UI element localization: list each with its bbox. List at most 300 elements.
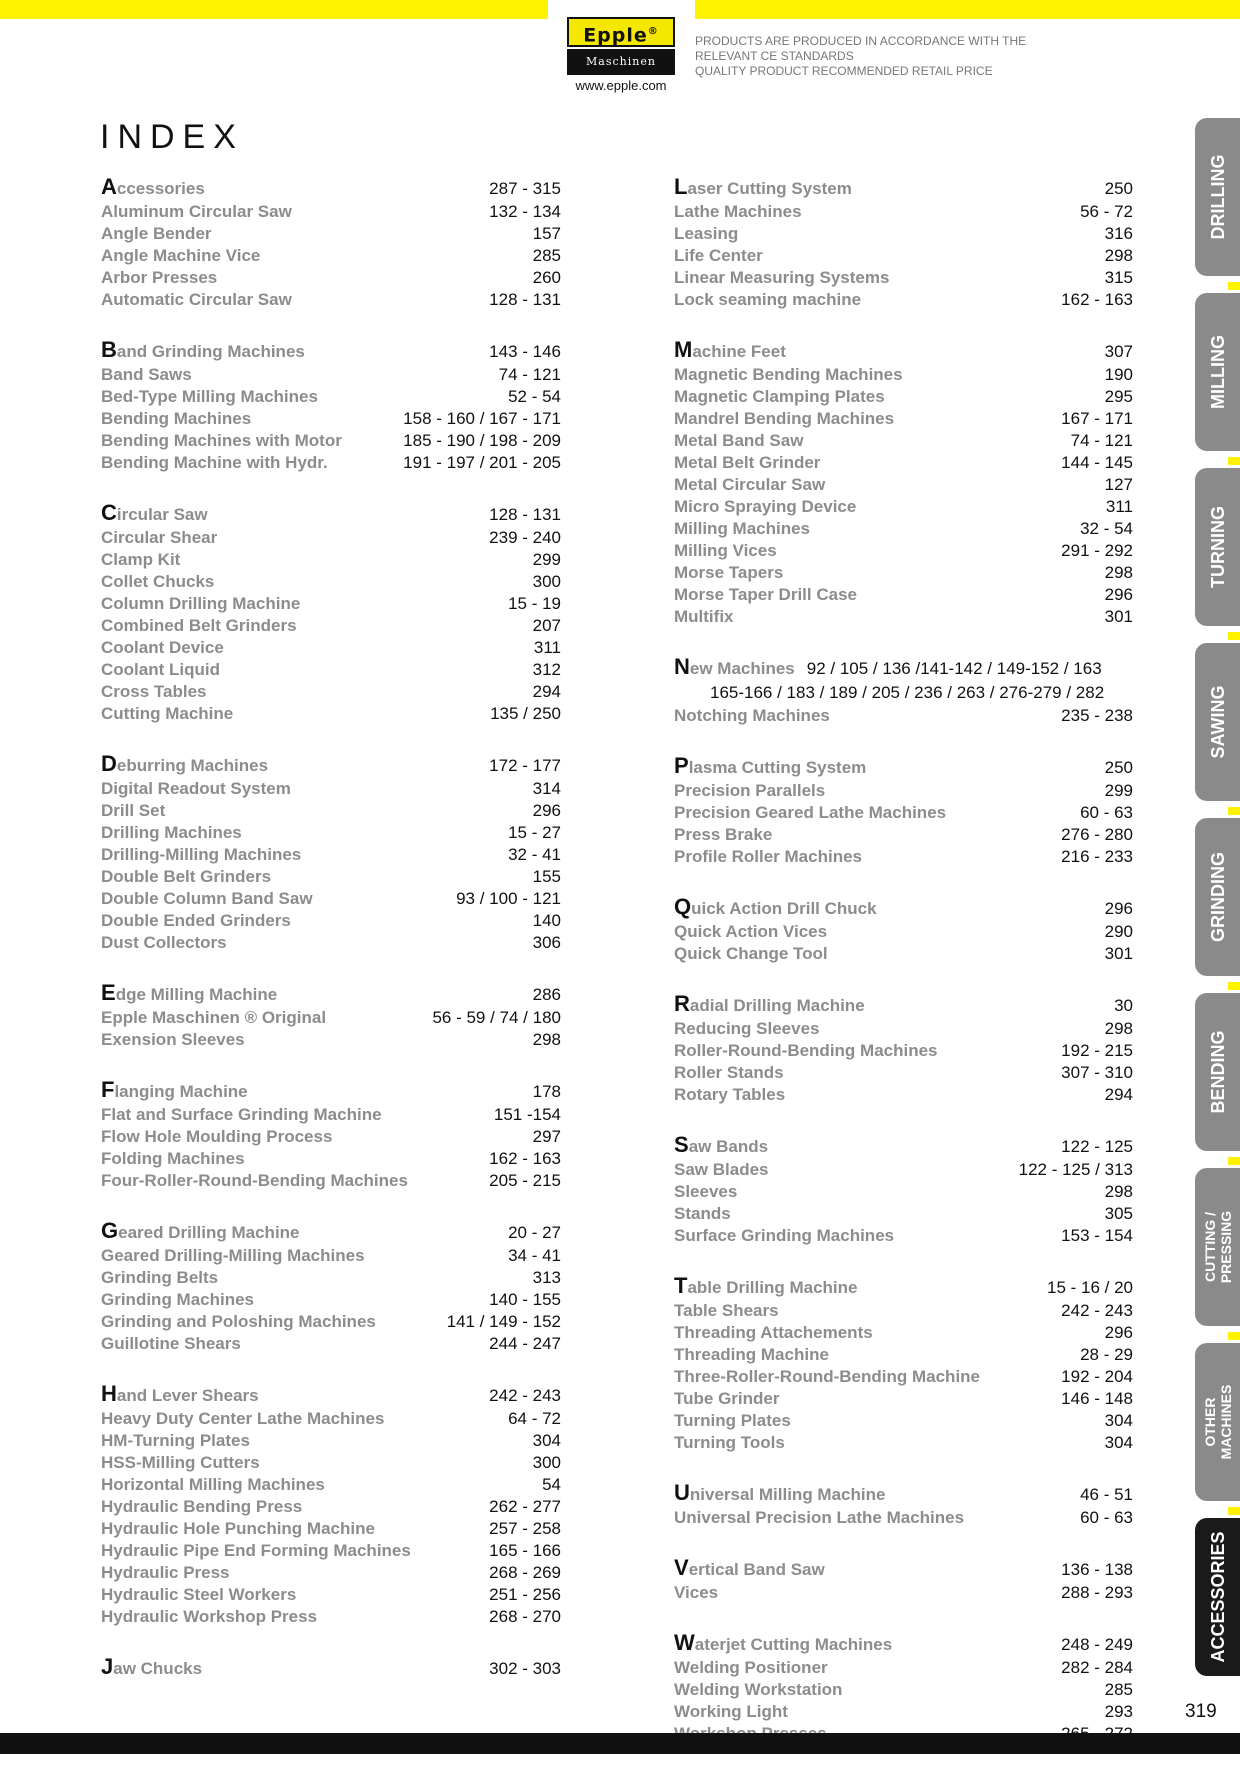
entry-name: Hydraulic Hole Punching Machine (101, 1519, 375, 1538)
entry-pages: 244 - 247 (489, 1334, 561, 1353)
index-entry[interactable] (674, 474, 1133, 496)
entry-name-rest: uick Action Drill Chuck (691, 899, 877, 918)
index-entry[interactable] (674, 1084, 1133, 1106)
index-entry[interactable] (101, 615, 561, 637)
entry-initial: J (101, 1654, 114, 1679)
index-entry[interactable] (674, 894, 1133, 921)
index-column-right (674, 174, 1133, 1771)
index-entry[interactable] (101, 549, 561, 571)
index-entry[interactable] (101, 289, 561, 311)
entry-pages: 122 - 125 (1061, 1137, 1133, 1156)
index-entry[interactable] (101, 1170, 561, 1192)
tab-label (1207, 154, 1228, 240)
index-entry[interactable] (674, 1203, 1133, 1225)
entry-pages: 158 - 160 / 167 - 171 (403, 409, 561, 428)
entry-pages: 178 (532, 1082, 561, 1101)
index-entry[interactable] (674, 174, 1133, 201)
index-group (674, 1630, 1133, 1745)
entry-pages: 135 / 250 (490, 704, 561, 723)
entry-name: Roller Stands (674, 1063, 784, 1082)
index-entry[interactable] (101, 637, 561, 659)
index-entry[interactable] (674, 753, 1133, 780)
entry-name: Flat and Surface Grinding Machine (101, 1105, 382, 1124)
entry-name: Coolant Device (101, 638, 224, 657)
index-entry[interactable] (674, 1630, 1133, 1657)
index-group (674, 654, 1133, 727)
index-entry[interactable] (674, 245, 1133, 267)
index-entry[interactable] (101, 1518, 561, 1540)
index-entry[interactable] (674, 223, 1133, 245)
entry-initial: T (674, 1273, 688, 1298)
entry-pages: 299 (1104, 781, 1133, 800)
index-entry[interactable] (101, 364, 561, 386)
index-entry[interactable] (674, 1322, 1133, 1344)
index-entry[interactable] (101, 1289, 561, 1311)
index-entry[interactable] (101, 500, 561, 527)
entry-name: Heavy Duty Center Lathe Machines (101, 1409, 385, 1428)
entry-initial: B (101, 337, 117, 362)
entry-pages: 15 - 19 (508, 594, 561, 613)
index-entry[interactable] (674, 921, 1133, 943)
entry-pages: 316 (1104, 224, 1133, 243)
entry-name: Coolant Liquid (101, 660, 220, 679)
index-entry[interactable] (101, 245, 561, 267)
index-entry[interactable] (674, 518, 1133, 540)
index-entry[interactable] (101, 1311, 561, 1333)
entry-pages: 30 (1114, 996, 1133, 1015)
index-entry[interactable] (101, 681, 561, 703)
entry-pages: 297 (532, 1127, 561, 1146)
entry-initial: F (101, 1077, 115, 1102)
entry-name-rest: lasma Cutting System (688, 758, 867, 777)
entry-name: Hydraulic Pipe End Forming Machines (101, 1541, 411, 1560)
index-entry[interactable] (101, 800, 561, 822)
index-entry[interactable] (674, 780, 1133, 802)
entry-pages: 268 - 270 (489, 1607, 561, 1626)
tab-bending[interactable] (1195, 993, 1240, 1151)
entry-name-rest: ccessories (116, 179, 205, 198)
entry-pages: 248 - 249 (1061, 1635, 1133, 1654)
index-group (101, 1654, 561, 1681)
index-entry[interactable] (101, 1077, 561, 1104)
entry-pages: 167 - 171 (1061, 409, 1133, 428)
entry-name: Table Shears (674, 1301, 779, 1320)
index-entry[interactable] (101, 1245, 561, 1267)
entry-name: Morse Taper Drill Case (674, 585, 857, 604)
entry-name: Morse Tapers (674, 563, 784, 582)
entry-name: Dust Collectors (101, 933, 227, 952)
top-yellow-bar-right (695, 0, 1240, 19)
entry-name: HSS-Milling Cutters (101, 1453, 260, 1472)
index-entry[interactable] (674, 1388, 1133, 1410)
index-entry[interactable] (101, 408, 561, 430)
index-entry[interactable] (674, 705, 1133, 727)
entry-name: Angle Bender (101, 224, 212, 243)
index-entry[interactable] (674, 201, 1133, 223)
index-entry[interactable] (674, 1657, 1133, 1679)
epple-logo (565, 15, 677, 98)
tab-accent (1228, 632, 1240, 640)
index-entry[interactable] (674, 1344, 1133, 1366)
entry-initial: D (101, 751, 117, 776)
entry-name: Bending Machines (101, 409, 252, 428)
tab-label (1207, 1531, 1228, 1663)
index-entry[interactable] (101, 1496, 561, 1518)
index-entry[interactable] (674, 452, 1133, 474)
entry-pages: 162 - 163 (1061, 290, 1133, 309)
entry-pages: 293 (1104, 1702, 1133, 1721)
entry-name: Roller-Round-Bending Machines (674, 1041, 938, 1060)
tab-accent (1228, 1507, 1240, 1515)
index-entry[interactable] (674, 408, 1133, 430)
entry-name: Band Saws (101, 365, 192, 384)
index-entry[interactable] (101, 778, 561, 800)
index-entry[interactable] (674, 802, 1133, 824)
index-entry[interactable] (101, 430, 561, 452)
entry-pages: 46 - 51 (1080, 1485, 1133, 1504)
index-entry[interactable] (674, 654, 1133, 681)
entry-pages: 56 - 72 (1080, 202, 1133, 221)
entry-name: Tube Grinder (674, 1389, 780, 1408)
entry-name: Threading Machine (674, 1345, 829, 1364)
index-entry[interactable] (674, 1679, 1133, 1701)
index-entry[interactable] (101, 452, 561, 474)
tab-label-line: MILLING (1207, 335, 1228, 409)
tab-label-line: PRESSING (1217, 1210, 1234, 1284)
entry-pages: 242 - 243 (1061, 1301, 1133, 1320)
entry-name: Leasing (674, 224, 739, 243)
index-entry[interactable] (101, 703, 561, 725)
entry-initial: C (101, 500, 117, 525)
entry-pages: 140 (532, 911, 561, 930)
tab-label-line: DRILLING (1207, 154, 1228, 240)
entry-name: Double Ended Grinders (101, 911, 291, 930)
entry-name: Cross Tables (101, 682, 207, 701)
entry-pages: 32 - 54 (1080, 519, 1133, 538)
entry-pages-continued: 165-166 / 183 / 189 / 205 / 236 / 263 / 276-279 / 282 (710, 683, 1105, 702)
index-entry[interactable] (101, 337, 561, 364)
index-group (101, 980, 561, 1051)
index-entry[interactable] (674, 1366, 1133, 1388)
entry-pages: 207 (532, 616, 561, 635)
ce-notice (695, 34, 1026, 79)
entry-name: Four-Roller-Round-Bending Machines (101, 1171, 408, 1190)
entry-pages: 305 (1104, 1204, 1133, 1223)
entry-name: Bending Machine with Hydr. (101, 453, 328, 472)
entry-pages: 192 - 215 (1061, 1041, 1133, 1060)
entry-pages: 296 (1104, 585, 1133, 604)
index-entry[interactable] (101, 866, 561, 888)
index-entry[interactable] (101, 751, 561, 778)
entry-name: Metal Circular Saw (674, 475, 826, 494)
index-group (101, 751, 561, 954)
entry-name: Epple Maschinen ® Original (101, 1008, 327, 1027)
index-entry[interactable] (674, 1159, 1133, 1181)
entry-initial: W (674, 1630, 695, 1655)
entry-name: Quick Action Vices (674, 922, 828, 941)
index-entry[interactable] (674, 1062, 1133, 1084)
entry-name (674, 1555, 825, 1582)
entry-pages: 235 - 238 (1061, 706, 1133, 725)
index-entry[interactable] (101, 1126, 561, 1148)
index-entry[interactable] (101, 822, 561, 844)
entry-name-rest: aterjet Cutting Machines (694, 1635, 893, 1654)
entry-pages: 314 (532, 779, 561, 798)
entry-name: Combined Belt Grinders (101, 616, 297, 635)
entry-pages: 296 (1104, 899, 1133, 918)
index-entry[interactable] (674, 562, 1133, 584)
index-entry[interactable] (101, 593, 561, 615)
index-group (674, 1132, 1133, 1247)
index-entry[interactable] (101, 527, 561, 549)
entry-pages: 300 (532, 572, 561, 591)
index-entry[interactable] (101, 1267, 561, 1289)
entry-name: Hydraulic Bending Press (101, 1497, 303, 1516)
index-entry[interactable] (101, 888, 561, 910)
index-entry[interactable] (101, 1584, 561, 1606)
entry-name (674, 1480, 885, 1507)
index-entry[interactable] (674, 1555, 1133, 1582)
index-entry[interactable] (101, 1007, 561, 1029)
index-entry[interactable] (674, 1410, 1133, 1432)
index-entry[interactable] (674, 824, 1133, 846)
entry-pages: 136 - 138 (1061, 1560, 1133, 1579)
entry-name (674, 1132, 768, 1159)
entry-name: Surface Grinding Machines (674, 1226, 895, 1245)
entry-pages: 298 (1104, 1182, 1133, 1201)
entry-pages: 302 - 303 (489, 1659, 561, 1678)
entry-name: Milling Machines (674, 519, 811, 538)
index-entry[interactable] (674, 1225, 1133, 1247)
entry-pages: 276 - 280 (1061, 825, 1133, 844)
index-entry[interactable] (674, 606, 1133, 628)
index-entry[interactable] (674, 289, 1133, 311)
index-entry[interactable] (101, 1474, 561, 1496)
entry-pages: 301 (1104, 944, 1133, 963)
entry-name (674, 654, 795, 679)
entry-name: Reducing Sleeves (674, 1019, 820, 1038)
entry-name: Digital Readout System (101, 779, 291, 798)
entry-pages: 298 (1104, 1019, 1133, 1038)
entry-name: Column Drilling Machine (101, 594, 301, 613)
entry-name: Lock seaming machine (674, 290, 862, 309)
index-entry[interactable] (674, 1432, 1133, 1454)
entry-name (101, 980, 277, 1007)
index-entry[interactable] (674, 337, 1133, 364)
entry-name: Drill Set (101, 801, 166, 820)
index-entry[interactable] (674, 1480, 1133, 1507)
entry-name (674, 991, 865, 1018)
entry-name: Welding Workstation (674, 1680, 843, 1699)
index-entry[interactable] (674, 430, 1133, 452)
entry-name-rest: ircular Saw (116, 505, 208, 524)
entry-pages: 298 (1104, 563, 1133, 582)
index-entry[interactable] (101, 1408, 561, 1430)
entry-name: Bending Machines with Motor (101, 431, 342, 450)
entry-pages: 34 - 41 (508, 1246, 561, 1265)
index-entry[interactable] (674, 1040, 1133, 1062)
entry-name (674, 1630, 892, 1657)
index-entry[interactable] (101, 223, 561, 245)
index-entry[interactable] (101, 1029, 561, 1051)
tab-accessories[interactable] (1195, 1518, 1240, 1676)
entry-name (101, 1381, 259, 1408)
index-entry[interactable] (101, 1430, 561, 1452)
entry-name: Threading Attachements (674, 1323, 873, 1342)
entry-name (101, 174, 205, 201)
tab-milling[interactable] (1195, 293, 1240, 451)
index-entry[interactable] (674, 496, 1133, 518)
entry-pages: 257 - 258 (489, 1519, 561, 1538)
index-entry[interactable] (674, 1018, 1133, 1040)
entry-pages: 157 (532, 224, 561, 243)
index-entry[interactable] (674, 991, 1133, 1018)
index-entry[interactable] (674, 1701, 1133, 1723)
index-entry[interactable] (674, 1300, 1133, 1322)
entry-initial: H (101, 1381, 117, 1406)
entry-initial: E (101, 980, 116, 1005)
index-group (674, 1555, 1133, 1604)
tab-label-line: CUTTING / (1201, 1212, 1218, 1283)
tab-sawing[interactable] (1195, 643, 1240, 801)
entry-name: Saw Blades (674, 1160, 769, 1179)
entry-pages: 172 - 177 (489, 756, 561, 775)
index-group (101, 1381, 561, 1628)
index-entry[interactable] (101, 571, 561, 593)
index-entry[interactable] (101, 844, 561, 866)
entry-name: Drilling-Milling Machines (101, 845, 302, 864)
entry-pages: 298 (1104, 246, 1133, 265)
index-entry[interactable] (101, 1540, 561, 1562)
index-entry[interactable] (674, 1181, 1133, 1203)
entry-pages: 165 - 166 (489, 1541, 561, 1560)
index-entry[interactable] (101, 1452, 561, 1474)
entry-pages: 28 - 29 (1080, 1345, 1133, 1364)
index-entry[interactable] (674, 1132, 1133, 1159)
entry-pages: 146 - 148 (1061, 1389, 1133, 1408)
entry-name: Metal Belt Grinder (674, 453, 821, 472)
entry-name: Grinding and Poloshing Machines (101, 1312, 376, 1331)
index-entry[interactable] (674, 540, 1133, 562)
index-entry[interactable] (674, 1273, 1133, 1300)
entry-pages: 295 (1104, 387, 1133, 406)
index-entry[interactable] (101, 932, 561, 954)
index-entry[interactable] (101, 1104, 561, 1126)
index-group (101, 1077, 561, 1192)
entry-pages: 282 - 284 (1061, 1658, 1133, 1677)
index-entry[interactable] (101, 1333, 561, 1355)
entry-name (674, 753, 866, 780)
entry-name: Universal Precision Lathe Machines (674, 1508, 965, 1527)
entry-name: Clamp Kit (101, 550, 181, 569)
entry-initial: U (674, 1480, 690, 1505)
entry-name: Cutting Machine (101, 704, 234, 723)
index-group (674, 337, 1133, 628)
index-entry[interactable] (674, 267, 1133, 289)
entry-name: Horizontal Milling Machines (101, 1475, 325, 1494)
tab-label-line: OTHER (1201, 1397, 1218, 1447)
index-entry[interactable] (101, 201, 561, 223)
entry-pages: 298 (532, 1030, 561, 1049)
index-entry[interactable] (101, 1654, 561, 1681)
entry-name-rest: eburring Machines (116, 756, 269, 775)
entry-name: Vices (674, 1583, 719, 1602)
index-entry[interactable] (674, 364, 1133, 386)
tab-accent (1228, 982, 1240, 990)
entry-name: Hydraulic Steel Workers (101, 1585, 297, 1604)
index-entry[interactable] (101, 1218, 561, 1245)
entry-name: Hydraulic Workshop Press (101, 1607, 318, 1626)
entry-name: Magnetic Clamping Plates (674, 387, 885, 406)
index-entry[interactable] (101, 659, 561, 681)
entry-name (674, 337, 786, 364)
index-entry[interactable] (101, 980, 561, 1007)
entry-name (674, 174, 852, 201)
entry-pages: 268 - 269 (489, 1563, 561, 1582)
index-entry[interactable] (101, 386, 561, 408)
entry-pages: 190 (1104, 365, 1133, 384)
index-entry[interactable] (101, 174, 561, 201)
entry-pages: 285 (1104, 1680, 1133, 1699)
index-entry[interactable] (101, 1606, 561, 1628)
entry-pages: 92 / 105 / 136 /141-142 / 149-152 / 163 (806, 659, 1102, 678)
entry-name: HM-Turning Plates (101, 1431, 250, 1450)
index-group (101, 500, 561, 725)
entry-initial: P (674, 753, 689, 778)
tab-label (1207, 852, 1228, 942)
entry-pages: 60 - 63 (1080, 803, 1133, 822)
tab-accent (1228, 457, 1240, 465)
entry-name-rest: langing Machine (114, 1082, 248, 1101)
index-entry[interactable] (101, 1381, 561, 1408)
index-entry[interactable] (101, 1562, 561, 1584)
entry-name (101, 1654, 202, 1681)
tab-turning[interactable] (1195, 468, 1240, 626)
index-column-left (101, 174, 561, 1707)
entry-name: Notching Machines (674, 706, 830, 725)
index-entry[interactable] (674, 1507, 1133, 1529)
entry-pages: 315 (1104, 268, 1133, 287)
entry-name (101, 500, 208, 527)
tab-cutting-pressing[interactable] (1195, 1168, 1240, 1326)
index-entry[interactable] (674, 1582, 1133, 1604)
index-entry[interactable] (101, 910, 561, 932)
entry-pages: 287 - 315 (489, 179, 561, 198)
index-entry[interactable] (674, 943, 1133, 965)
entry-pages: 132 - 134 (489, 202, 561, 221)
entry-name-rest: adial Drilling Machine (689, 996, 865, 1015)
tab-drilling[interactable] (1195, 118, 1240, 276)
entry-pages: 20 - 27 (508, 1223, 561, 1242)
index-entry[interactable] (674, 846, 1133, 868)
index-entry[interactable] (674, 386, 1133, 408)
index-entry[interactable] (101, 1148, 561, 1170)
index-entry[interactable] (674, 584, 1133, 606)
entry-name: Lathe Machines (674, 202, 802, 221)
entry-name: Angle Machine Vice (101, 246, 261, 265)
tab-grinding[interactable] (1195, 818, 1240, 976)
entry-name: Double Belt Grinders (101, 867, 272, 886)
entry-pages: 288 - 293 (1061, 1583, 1133, 1602)
entry-pages: 286 (532, 985, 561, 1004)
entry-initial: V (674, 1555, 689, 1580)
entry-initial: R (674, 991, 690, 1016)
index-entry[interactable] (101, 267, 561, 289)
tab-other-machines[interactable] (1195, 1343, 1240, 1501)
entry-name: Mandrel Bending Machines (674, 409, 895, 428)
footer-bar (0, 1733, 1240, 1754)
entry-pages: 304 (532, 1431, 561, 1450)
